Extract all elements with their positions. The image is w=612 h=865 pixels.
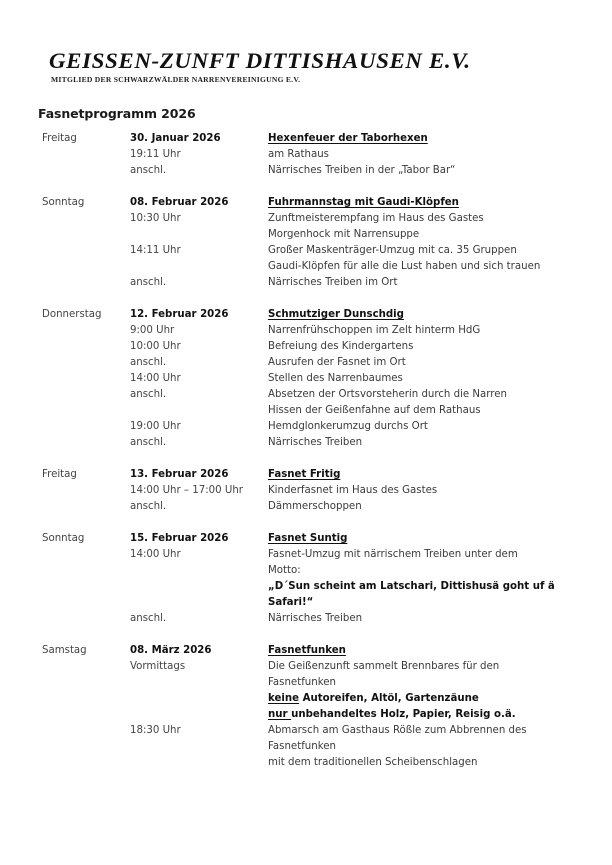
row-time: anschl.: [130, 613, 167, 624]
event-block: [42, 195, 582, 291]
event-title: Fasnet Suntig: [268, 533, 348, 544]
event-day: Donnerstag: [42, 309, 102, 320]
schedule-row: [42, 403, 582, 419]
schedule-row: [42, 163, 582, 179]
row-time: 10:00 Uhr: [130, 341, 181, 352]
row-description-cell: [268, 579, 582, 595]
row-description-cell: [268, 595, 582, 611]
schedule-row: [42, 227, 582, 243]
row-description: Motto:: [268, 565, 301, 576]
empty-day-cell: [42, 483, 130, 499]
schedule-row: [42, 419, 582, 435]
schedule-row: [42, 259, 582, 275]
event-title: Fasnetfunken: [268, 645, 346, 656]
event-day: Sonntag: [42, 533, 85, 544]
row-time: [130, 707, 268, 723]
event-day: Freitag: [42, 133, 77, 144]
row-description-cell: [268, 339, 582, 355]
event-day: Samstag: [42, 645, 87, 656]
row-description-cell: [268, 275, 582, 291]
row-description: Zunftmeisterempfang im Haus des Gastes: [268, 213, 484, 224]
empty-day-cell: [42, 611, 130, 627]
row-description-cell: [268, 435, 582, 451]
row-description: Fasnetfunken: [268, 741, 336, 752]
empty-day-cell: [42, 243, 130, 259]
row-description-cell: [268, 355, 582, 371]
empty-day-cell: [42, 659, 130, 675]
program-title: Fasnetprogramm 2026: [38, 106, 196, 121]
row-emphasis: nur: [268, 709, 292, 720]
row-description: Die Geißenzunft sammelt Brennbares für den: [268, 661, 500, 672]
empty-day-cell: [42, 435, 130, 451]
row-time: anschl.: [130, 165, 167, 176]
event-title-cell: [268, 531, 582, 547]
schedule-row: [42, 547, 582, 563]
schedule-row: [42, 707, 582, 723]
row-description: unbehandeltes Holz, Papier, Reisig o.ä.: [291, 709, 516, 720]
row-time: [130, 595, 268, 611]
empty-day-cell: [42, 675, 130, 691]
row-time: [130, 403, 268, 419]
row-description-cell: [268, 723, 582, 739]
row-time: [130, 579, 268, 595]
event-day: Sonntag: [42, 197, 85, 208]
schedule-row: [42, 611, 582, 627]
schedule-row: [42, 387, 582, 403]
event-block: [42, 531, 582, 627]
empty-day-cell: [42, 547, 130, 563]
row-description: Närrisches Treiben im Ort: [268, 277, 398, 288]
row-description-cell: [268, 739, 582, 755]
row-time: 19:00 Uhr: [130, 421, 181, 432]
row-time: 14:00 Uhr: [130, 373, 181, 384]
row-description-cell: [268, 227, 582, 243]
row-description: am Rathaus: [268, 149, 329, 160]
empty-day-cell: [42, 323, 130, 339]
row-description-cell: [268, 259, 582, 275]
row-description: Befreiung des Kindergartens: [268, 341, 414, 352]
empty-day-cell: [42, 339, 130, 355]
schedule-row: [42, 147, 582, 163]
row-description: Absetzen der Ortsvorsteherin durch die Narren: [268, 389, 507, 400]
row-description: Hissen der Geißenfahne auf dem Rathaus: [268, 405, 481, 416]
empty-day-cell: [42, 707, 130, 723]
schedule-row: [42, 595, 582, 611]
schedule-row: [42, 499, 582, 515]
event-header-row: [42, 531, 582, 547]
row-description: Närrisches Treiben: [268, 613, 363, 624]
event-block: [42, 307, 582, 451]
event-title-cell: [268, 307, 582, 323]
row-time: 10:30 Uhr: [130, 213, 181, 224]
row-time: 14:11 Uhr: [130, 245, 181, 256]
schedule-row: [42, 371, 582, 387]
row-description: Ausrufen der Fasnet im Ort: [268, 357, 406, 368]
row-description: Kinderfasnet im Haus des Gastes: [268, 485, 438, 496]
event-date: 15. Februar 2026: [130, 533, 229, 544]
empty-day-cell: [42, 211, 130, 227]
event-day: Freitag: [42, 469, 77, 480]
row-description-cell: [268, 243, 582, 259]
row-time: Vormittags: [130, 661, 186, 672]
schedule: [42, 131, 582, 787]
row-description-cell: [268, 547, 582, 563]
row-time: 9:00 Uhr: [130, 325, 175, 336]
row-description-cell: [268, 371, 582, 387]
event-block: [42, 467, 582, 515]
row-description-cell: [268, 147, 582, 163]
row-description-cell: [268, 691, 582, 707]
empty-day-cell: [42, 755, 130, 771]
schedule-row: [42, 675, 582, 691]
row-description: Gaudi-Klöpfen für alle die Lust haben und sich trauen: [268, 261, 541, 272]
row-description-cell: [268, 611, 582, 627]
row-time: 18:30 Uhr: [130, 725, 181, 736]
schedule-row: [42, 275, 582, 291]
row-time: [130, 675, 268, 691]
event-title: Hexenfeuer der Taborhexen: [268, 133, 428, 144]
row-description-cell: [268, 563, 582, 579]
row-description-cell: [268, 211, 582, 227]
event-header-row: [42, 131, 582, 147]
row-description: Großer Maskenträger-Umzug mit ca. 35 Gruppen: [268, 245, 517, 256]
row-description-cell: [268, 675, 582, 691]
row-description-cell: [268, 499, 582, 515]
event-title: Fasnet Fritig: [268, 469, 341, 480]
event-title-cell: [268, 643, 582, 659]
empty-day-cell: [42, 355, 130, 371]
empty-day-cell: [42, 259, 130, 275]
row-description: „D´Sun scheint am Latschari, Dittishusä goht uf ä: [268, 581, 555, 592]
event-header-row: [42, 307, 582, 323]
empty-day-cell: [42, 563, 130, 579]
row-description-cell: [268, 659, 582, 675]
empty-day-cell: [42, 147, 130, 163]
schedule-row: [42, 691, 582, 707]
event-date: 12. Februar 2026: [130, 309, 229, 320]
schedule-row: [42, 435, 582, 451]
empty-day-cell: [42, 275, 130, 291]
event-title-cell: [268, 195, 582, 211]
schedule-row: [42, 323, 582, 339]
row-description: mit dem traditionellen Scheibenschlagen: [268, 757, 478, 768]
event-date: 08. Februar 2026: [130, 197, 229, 208]
empty-day-cell: [42, 419, 130, 435]
event-title: Schmutziger Dunschdig: [268, 309, 404, 320]
event-date: 13. Februar 2026: [130, 469, 229, 480]
row-description: Morgenhock mit Narrensuppe: [268, 229, 420, 240]
row-emphasis: keine: [268, 693, 300, 704]
row-description-cell: [268, 323, 582, 339]
row-description: Fasnetfunken: [268, 677, 336, 688]
row-description: Stellen des Narrenbaumes: [268, 373, 403, 384]
row-time: [130, 739, 268, 755]
row-description: Abmarsch am Gasthaus Rößle zum Abbrennen des: [268, 725, 527, 736]
event-header-row: [42, 467, 582, 483]
row-description: Närrisches Treiben in der „Tabor Bar“: [268, 165, 456, 176]
schedule-row: [42, 563, 582, 579]
empty-day-cell: [42, 499, 130, 515]
organization-name: GEISSEN-ZUNFT DITTISHAUSEN E.V.: [49, 48, 471, 73]
row-time: [130, 259, 268, 275]
empty-day-cell: [42, 227, 130, 243]
schedule-row: [42, 659, 582, 675]
row-description: Fasnet-Umzug mit närrischem Treiben unter dem: [268, 549, 518, 560]
row-time: [130, 691, 268, 707]
empty-day-cell: [42, 595, 130, 611]
schedule-row: [42, 339, 582, 355]
schedule-row: [42, 483, 582, 499]
event-block: [42, 131, 582, 179]
event-block: [42, 643, 582, 771]
schedule-row: [42, 211, 582, 227]
empty-day-cell: [42, 163, 130, 179]
empty-day-cell: [42, 387, 130, 403]
row-time: anschl.: [130, 437, 167, 448]
row-time: anschl.: [130, 277, 167, 288]
row-description-cell: [268, 707, 582, 723]
row-time: 19:11 Uhr: [130, 149, 181, 160]
row-description: Hemdglonkerumzug durchs Ort: [268, 421, 428, 432]
row-time: [130, 227, 268, 243]
schedule-row: [42, 739, 582, 755]
row-description-cell: [268, 163, 582, 179]
row-time: anschl.: [130, 357, 167, 368]
organization-subtitle: MITGLIED DER SCHWARZWÄLDER NARRENVEREINIGUNG E.V.: [51, 75, 301, 84]
event-header-row: [42, 195, 582, 211]
row-time: 14:00 Uhr – 17:00 Uhr: [130, 485, 243, 496]
row-description: Narrenfrühschoppen im Zelt hinterm HdG: [268, 325, 481, 336]
event-header-row: [42, 643, 582, 659]
row-description: Safari!“: [268, 597, 314, 608]
empty-day-cell: [42, 691, 130, 707]
row-description-cell: [268, 419, 582, 435]
row-description: Dämmerschoppen: [268, 501, 362, 512]
event-title: Fuhrmannstag mit Gaudi-Klöpfen: [268, 197, 459, 208]
row-description: Närrisches Treiben: [268, 437, 363, 448]
schedule-row: [42, 579, 582, 595]
empty-day-cell: [42, 403, 130, 419]
row-time: 14:00 Uhr: [130, 549, 181, 560]
row-time: [130, 563, 268, 579]
schedule-row: [42, 723, 582, 739]
event-date: 30. Januar 2026: [130, 133, 221, 144]
schedule-row: [42, 243, 582, 259]
event-title-cell: [268, 467, 582, 483]
empty-day-cell: [42, 723, 130, 739]
row-description-cell: [268, 387, 582, 403]
event-title-cell: [268, 131, 582, 147]
schedule-row: [42, 755, 582, 771]
empty-day-cell: [42, 739, 130, 755]
event-date: 08. März 2026: [130, 645, 212, 656]
empty-day-cell: [42, 579, 130, 595]
row-time: [130, 755, 268, 771]
row-time: anschl.: [130, 501, 167, 512]
schedule-row: [42, 355, 582, 371]
row-description-cell: [268, 755, 582, 771]
row-description: Autoreifen, Altöl, Gartenzäune: [299, 693, 479, 704]
row-time: anschl.: [130, 389, 167, 400]
empty-day-cell: [42, 371, 130, 387]
row-description-cell: [268, 483, 582, 499]
row-description-cell: [268, 403, 582, 419]
